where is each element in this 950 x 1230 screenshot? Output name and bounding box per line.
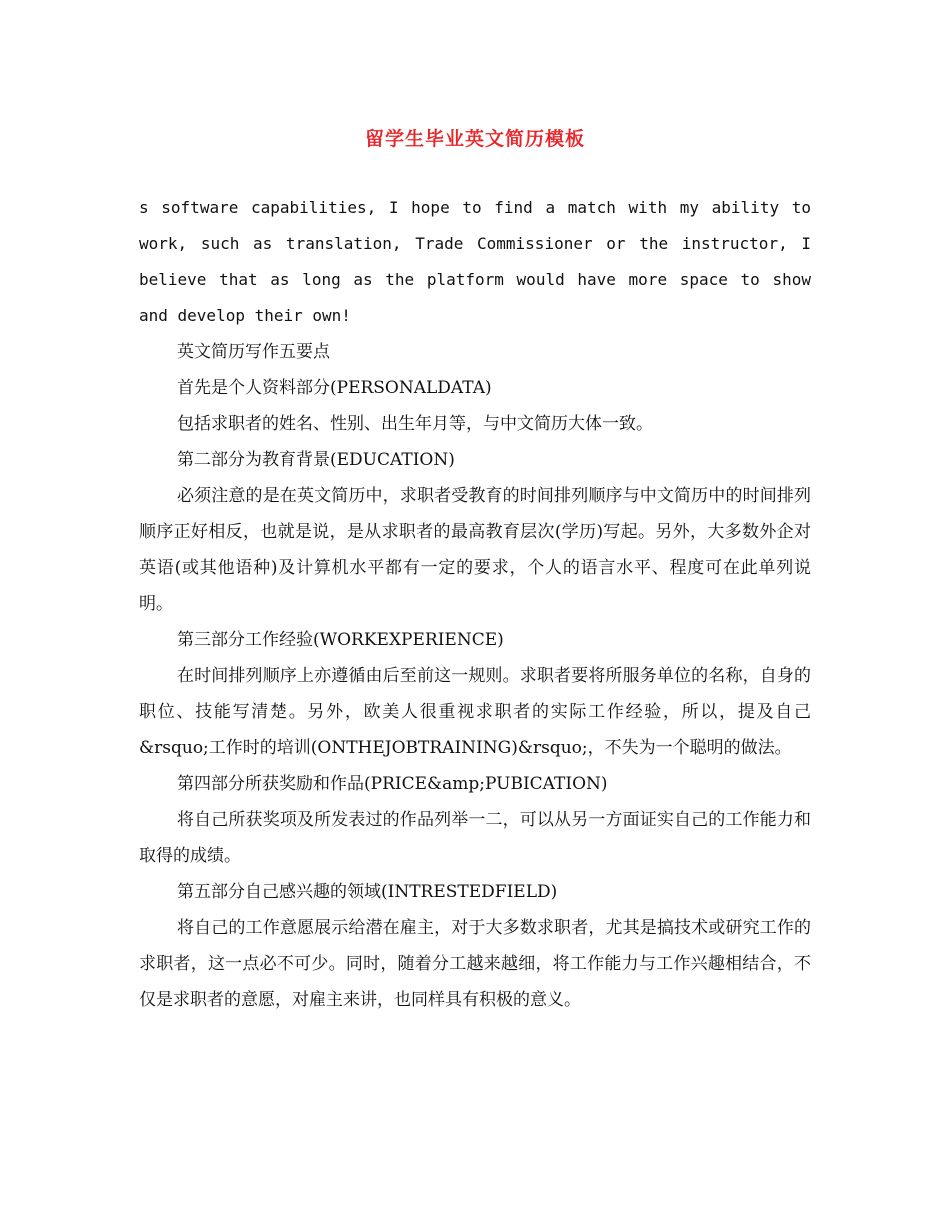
- section-3-heading: 第三部分工作经验(WORKEXPERIENCE): [177, 630, 504, 650]
- page-title: 留学生毕业英文简历模板: [364, 128, 585, 150]
- section-5-heading: 第五部分自己感兴趣的领域(INTRESTEDFIELD): [177, 882, 558, 902]
- section-2-heading: 第二部分为教育背景(EDUCATION): [177, 450, 455, 470]
- section-3-body: 在时间排列顺序上亦遵循由后至前这一规则。求职者要将所服务单位的名称，自身的职位、技能写清楚。另外，欧美人很重视求职者的实际工作经验，所以，提及自己&rsquo;工作时的培训(ONTHEJOBTRAINING)&rsquo;，不失为一个聪明的做法。: [139, 666, 811, 758]
- section-1-body: 包括求职者的姓名、性别、出生年月等，与中文简历大体一致。: [177, 414, 653, 434]
- english-intro-paragraph: s software capabilities, I hope to find a match with my ability to work, such as translation, Trade Commissioner or the instructor, I believe that as long as the platform would have more space to show and develop their own!: [139, 198, 811, 325]
- section-heading-five-points: 英文简历写作五要点: [177, 342, 330, 362]
- section-4-heading: 第四部分所获奖励和作品(PRICE&amp;PUBICATION): [177, 774, 608, 794]
- document-body: [139, 190, 811, 1018]
- section-2-body: 必须注意的是在英文简历中，求职者受教育的时间排列顺序与中文简历中的时间排列顺序正好相反，也就是说，是从求职者的最高教育层次(学历)写起。另外，大多数外企对英语(或其他语种)及计算机水平都有一定的要求，个人的语言水平、程度可在此单列说明。: [139, 486, 811, 614]
- section-5-body: 将自己的工作意愿展示给潜在雇主，对于大多数求职者，尤其是搞技术或研究工作的求职者，这一点必不可少。同时，随着分工越来越细，将工作能力与工作兴趣相结合，不仅是求职者的意愿，对雇主来讲，也同样具有积极的意义。: [139, 918, 811, 1010]
- section-4-body: 将自己所获奖项及所发表过的作品列举一二，可以从另一方面证实自己的工作能力和取得的成绩。: [139, 810, 811, 866]
- section-1-heading: 首先是个人资料部分(PERSONALDATA): [177, 378, 492, 398]
